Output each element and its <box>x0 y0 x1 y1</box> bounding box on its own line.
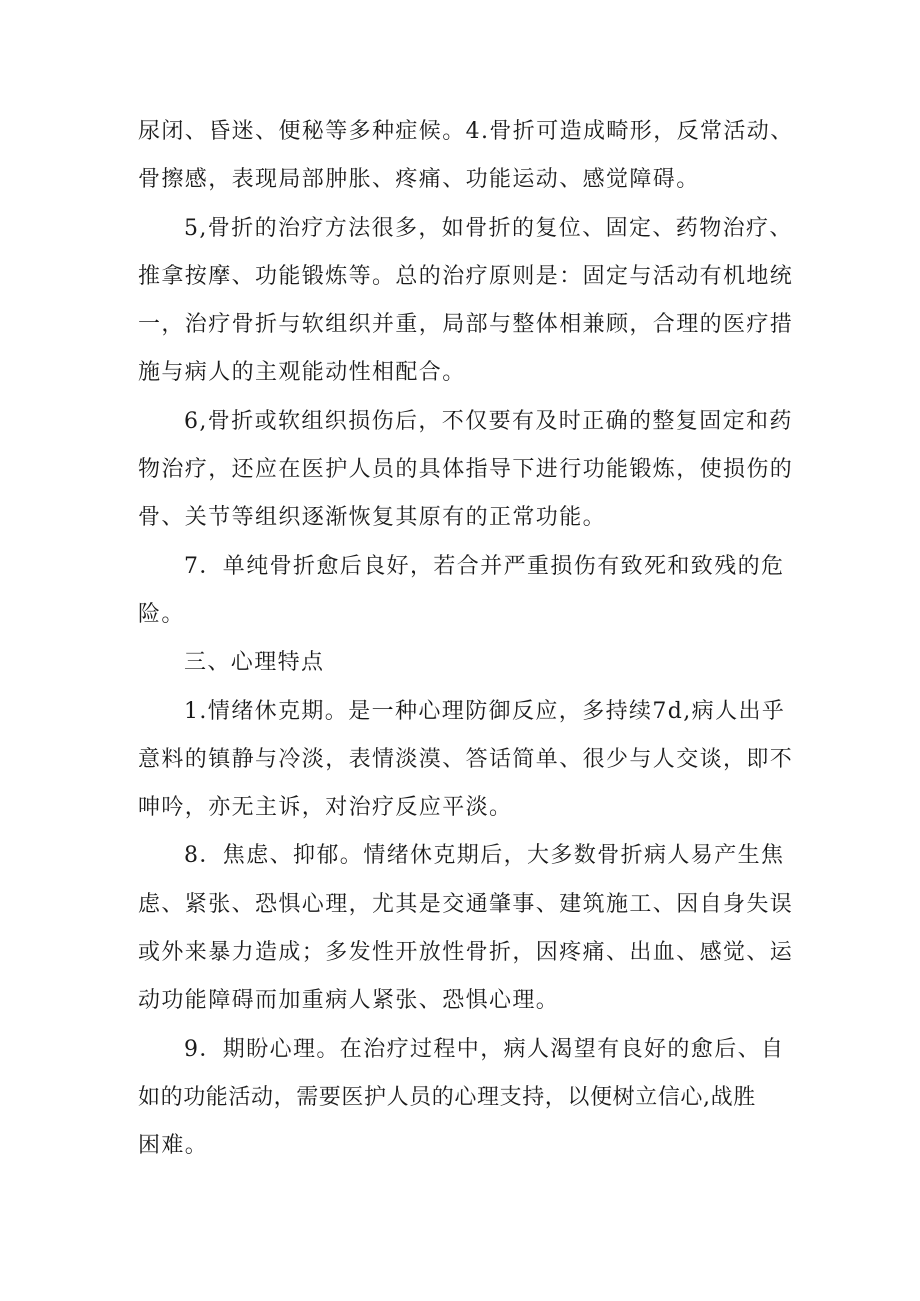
text-line: 险。 <box>138 601 185 627</box>
text-line: 呻吟，亦无主诉，对治疗反应平淡。 <box>138 795 513 821</box>
text-line: 意料的镇静与冷淡，表情淡漠、答话简单、很少与人交谈，即不 <box>138 746 794 772</box>
text-line: 骨擦感，表现局部肿胀、疼痛、功能运动、感觉障碍。 <box>138 167 700 193</box>
text-line: 尿闭、昏迷、便秘等多种症候。4.骨折可造成畸形，反常活动、 <box>138 119 794 144</box>
paragraph-start-line: 9．期盼心理。在治疗过程中，病人渴望有良好的愈后、自 <box>184 1036 785 1062</box>
text-line: 施与病人的主观能动性相配合。 <box>138 360 466 386</box>
text-line: 或外来暴力造成；多发性开放性骨折，因疼痛、出血、感觉、运 <box>138 940 794 966</box>
paragraph-start-line: 8．焦虑、抑郁。情绪休克期后，大多数骨折病人易产生焦 <box>184 843 785 869</box>
section-heading: 三、心理特点 <box>184 650 325 676</box>
text-line: 如的功能活动，需要医护人员的心理支持，以便树立信心,战胜 <box>138 1084 756 1110</box>
paragraph-start-line: 5,骨折的治疗方法很多，如骨折的复位、固定、药物治疗、 <box>184 215 793 241</box>
paragraph-start-line: 7．单纯骨折愈后良好，若合并严重损伤有致死和致残的危 <box>184 553 785 579</box>
text-line: 困难。 <box>138 1133 209 1159</box>
text-line: 动功能障碍而加重病人紧张、恐惧心理。 <box>138 988 560 1014</box>
document-body <box>138 108 794 1171</box>
text-line: 推拿按摩、功能锻炼等。总的治疗原则是：固定与活动有机地统 <box>138 263 794 289</box>
paragraph-start-line: 6,骨折或软组织损伤后，不仅要有及时正确的整复固定和药 <box>184 408 793 434</box>
paragraph-start-line: 1.情绪休克期。是一种心理防御反应，多持续7d,病人出乎 <box>184 698 786 724</box>
text-line: 一，治疗骨折与软组织并重，局部与整体相兼顾，合理的医疗措 <box>138 312 794 338</box>
text-line: 骨、关节等组织逐渐恢复其原有的正常功能。 <box>138 505 607 531</box>
text-line: 物治疗，还应在医护人员的具体指导下进行功能锻炼，使损伤的 <box>138 457 794 483</box>
text-line: 虑、紧张、恐惧心理，尤其是交通肇事、建筑施工、因自身失误 <box>138 891 794 917</box>
